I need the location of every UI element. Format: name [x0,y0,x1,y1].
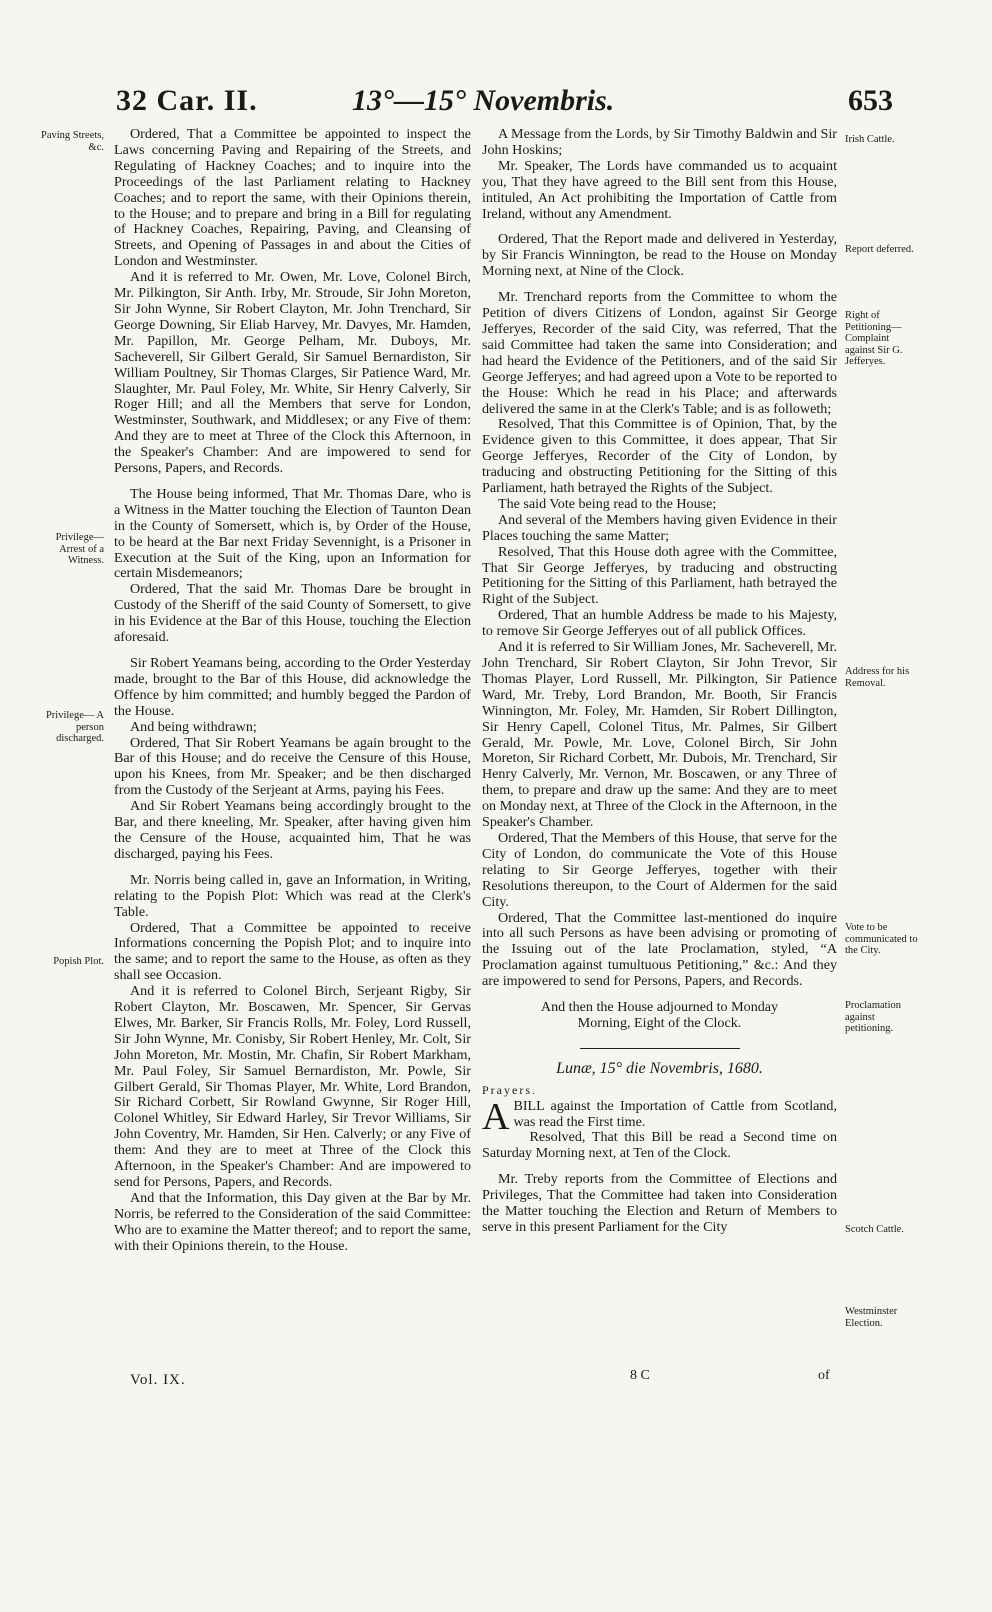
margin-note-address: Address for his Removal. [845,666,910,689]
drop-cap: A [482,1095,510,1138]
paragraph: Ordered, That a Committee be appointed to inspect the Laws concerning Paving and Repairing of the Streets, and Regulating of Hackney Coaches; and to inquire into the Proceedings of the last Parliament relating to Hackney Coaches; and to report the same, with their Opinions therein, to the House; and to prepare and bring in a Bill for regulating of Hackney Coaches, Repairing, Paving, and Cleansing of Streets, and Opening of Passages in and about the Cities of London and Westminster. [114,126,471,270]
adjournment-line-1: And then the House adjourned to Monday [540,999,779,1016]
paragraph: Mr. Norris being called in, gave an Information, in Writing, relating to the Popish Plot: Which was read at the Clerk's Table. [114,871,471,920]
paragraph: ABILL against the Importation of Cattle from Scotland, was read the First time. [482,1095,837,1138]
paragraph: And being withdrawn; [130,718,257,735]
margin-note-discharged: Privilege— A person discharged. [45,710,104,744]
paragraph: Ordered, That Sir Robert Yeamans be again brought to the Bar of this House; and do receive the Censure of this House, upon his Knees, from Mr. Speaker; and be then discharged from the Custody of the Serjeant at Arms, paying his Fees. [114,734,471,799]
paragraph: Sir Robert Yeamans being, according to the Order Yesterday made, brought to the Bar of this House, did acknowledge the Offence by him committed; and humbly begged the Pardon of the House. [114,655,471,719]
header-reign: 32 Car. II. [116,84,258,117]
paragraph: And Sir Robert Yeamans being accordingly brought to the Bar, and there kneeling, Mr. Speaker, after having given him the Censure of the House, acquainted him, That he was discharged, paying his Fees. [114,798,471,862]
prayers-heading: Prayers. [482,1082,537,1097]
margin-note-irish-cattle: Irish Cattle. [845,134,895,145]
margin-note-scotch-cattle: Scotch Cattle. [845,1224,904,1235]
paragraph: A Message from the Lords, by Sir Timothy Baldwin and Sir John Hoskins; [482,126,837,158]
left-column [114,127,471,1255]
page-number: 653 [848,84,893,117]
catchword: of [818,1368,830,1383]
paragraph: Resolved, That this Bill be read a Second time on Saturday Morning next, at Ten of the Clock. [482,1129,837,1162]
paragraph: Ordered, That the Members of this House, that serve for the City of London, do communicate the Vote of this House relating to Sir George Jefferyes, together with their Resolutions thereupon, to the Court of Aldermen for the said City. [482,829,837,910]
margin-note-petitioning: Right of Petitioning— Complaint against Sir G. Jefferyes. [845,310,903,367]
paragraph: Resolved, That this House doth agree with the Committee, That Sir George Jefferyes, by traducing and obstructing Petitioning for the Sitting of this Parliament, hath betrayed the Right of the Subject. [482,543,837,608]
margin-note-paving: Paving Streets, &c. [41,130,104,153]
paragraph: Resolved, That this Committee is of Opinion, That, by the Evidence given to this Committee, it does appear, That Sir George Jefferyes, Recorder of the City of London, by traducing and obstructing Petitioning for the Sitting of this Parliament, hath betrayed the Rights of the Subject. [482,416,837,497]
sitting-dateline: Lunæ, 15° die Novembris, 1680. [556,1059,763,1077]
paragraph: And several of the Members having given Evidence in their Places touching the same Matter; [482,511,837,544]
right-column [482,127,837,1236]
adjournment-line-2: Morning, Eight of the Clock. [577,1014,742,1031]
header-dates: 13°—15° Novembris. [352,84,615,117]
paragraph: And it is referred to Colonel Birch, Serjeant Rigby, Sir Robert Clayton, Mr. Boscawen, Mr. Spencer, Sir Gervas Elwes, Mr. Barker, Sir Francis Rolls, Mr. Foley, Lord Russell, Sir John Wynne, Mr. Conisby, Sir Robert Henley, Mr. Colt, Sir John Moreton, Mr. Mostin, Mr. Chafin, Sir Robert Markham, Mr. Paul Foley, Sir Samuel Bernardiston, Mr. Powle, Sir Gilbert Gerald, Sir Thomas Player, Mr. White, Lord Brandon, Sir Richard Corbett, Sir Rowland Gwynne, Sir Roger Hill, Colonel Whitley, Sir Edward Harley, Sir Trevor Williams, Sir John Coventry, Mr. Hamden, Sir Hen. Calverly; or any Five of them: And they are to meet at Three of the Clock this Afternoon, in the Speaker's Chamber: And are impowered to send for Persons, Papers, and Records. [114,983,471,1190]
paragraph: Ordered, That the said Mr. Thomas Dare be brought in Custody of the Sheriff of the said County of Somersett, to give in his Evidence at the Bar of this House, touching the Election aforesaid. [114,581,471,646]
margin-note-proclamation: Proclamation against petitioning. [845,1000,901,1034]
margin-note-arrest: Privilege— Arrest of a Witness. [55,532,104,566]
paragraph: Ordered, That the Committee last-mentioned do inquire into all such Persons as have been advising or promoting of the Issuing out of the late Proclamation, styled, “A Proclamation against tumultuous Petitioning,” &c.: And they are impowered to send for Persons, Papers, and Records. [482,909,837,990]
volume-label: Vol. IX. [130,1372,186,1388]
paragraph: Ordered, That a Committee be appointed to receive Informations concerning the Popish Plot; and to inquire into the same; and to report the same to the House, as often as they shall see Occasion. [114,919,471,984]
signature-mark: 8 C [630,1368,650,1383]
paragraph: The said Vote being read to the House; [498,495,717,512]
running-header [0,84,992,124]
paragraph: Ordered, That an humble Address be made to his Majesty, to remove Sir George Jefferyes out of all publick Offices. [482,607,837,640]
paragraph: And it is referred to Mr. Owen, Mr. Love, Colonel Birch, Mr. Pilkington, Sir Anth. Irby, Mr. Stroude, Sir John Moreton, Sir John Wynne, Sir Robert Clayton, Mr. John Trenchard, Sir George Downing, Sir Eliab Harvey, Mr. Davyes, Mr. Hamden, Mr. Papillon, Mr. George Pelham, Mr. Duboys, Mr. Sacheverell, Sir Gilbert Gerald, Sir Samuel Bernardiston, Sir William Poultney, Sir Thomas Clarges, Sir Patience Ward, Mr. Slaughter, Mr. Paul Foley, Mr. White, Sir Henry Calverly, Sir Roger Hill; and all the Members that serve for London, Westminster, Southwark, and Middlesex; or any Five of them: And they are to meet at Three of the Clock this Afternoon, in the Speaker's Chamber: And are impowered to send for Persons, Papers, and Records. [114,269,471,477]
paragraph: Mr. Treby reports from the Committee of Elections and Privileges, That the Committee had taken into Consideration the Matter touching the Election and Return of Members to serve in this present Parliament for the City [482,1171,837,1235]
paragraph: And it is referred to Sir William Jones, Mr. Sacheverell, Mr. John Trenchard, Sir Robert Clayton, Sir John Trevor, Sir Thomas Player, Lord Russell, Mr. Pilkington, Sir Patience Ward, Mr. Treby, Lord Brandon, Mr. Booth, Sir Francis Winnington, Mr. Foley, Mr. Hamden, Sir Robert Dillington, Sir Henry Capell, Colonel Titus, Mr. Palmes, Sir Gilbert Gerald, Mr. Powle, Mr. Love, Colonel Birch, Sir John Moreton, Sir Richard Corbett, Mr. Dubois, Mr. Trenchard, Sir Henry Calverly, Mr. Vernon, Mr. Boscawen, or any Three of them, to prepare and draw up the same: And they are to meet on Monday next, at Three of the Clock in the Afternoon, in the Speaker's Chamber. [482,639,837,831]
margin-note-report-deferred: Report deferred. [845,244,914,255]
margin-note-vote: Vote to be communicated to the City. [845,922,918,956]
section-divider [580,1048,740,1049]
paragraph: Mr. Speaker, The Lords have commanded us to acquaint you, That they have agreed to the Bill sent from this House, intituled, An Act prohibiting the Importation of Cattle from Ireland, without any Amendment. [482,157,837,222]
paragraph: Mr. Trenchard reports from the Committee to whom the Petition of divers Citizens of London, against Sir George Jefferyes, Recorder of the said City, was referred, That the said Committee had taken the same into Consideration; and had heard the Evidence of the Petitioners, and of the said Sir George Jefferyes; and had agreed upon a Vote to be reported to the House: Which he read in his Place; and afterwards delivered the same in at the Clerk's Table; and is as followeth; [482,289,837,417]
paragraph: Ordered, That the Report made and delivered in Yesterday, by Sir Francis Winnington, be read to the House on Monday Morning next, at Nine of the Clock. [482,231,837,280]
margin-note-popish-plot: Popish Plot. [53,956,104,967]
paragraph: The House being informed, That Mr. Thomas Dare, who is a Witness in the Matter touching the Election of Taunton Dean in the County of Somersett, which is, by Order of the House, to be heard at the Bar next Friday Sevennight, is a Prisoner in Execution at the Suit of the King, upon an Information for certain Misdemeanors; [114,485,471,582]
paragraph: And that the Information, this Day given at the Bar by Mr. Norris, be referred to the Consideration of the said Committee: Who are to examine the Matter thereof; and to report the same, with their Opinions therein, to the House. [114,1189,471,1254]
margin-note-westminster: Westminster Election. [845,1306,898,1329]
